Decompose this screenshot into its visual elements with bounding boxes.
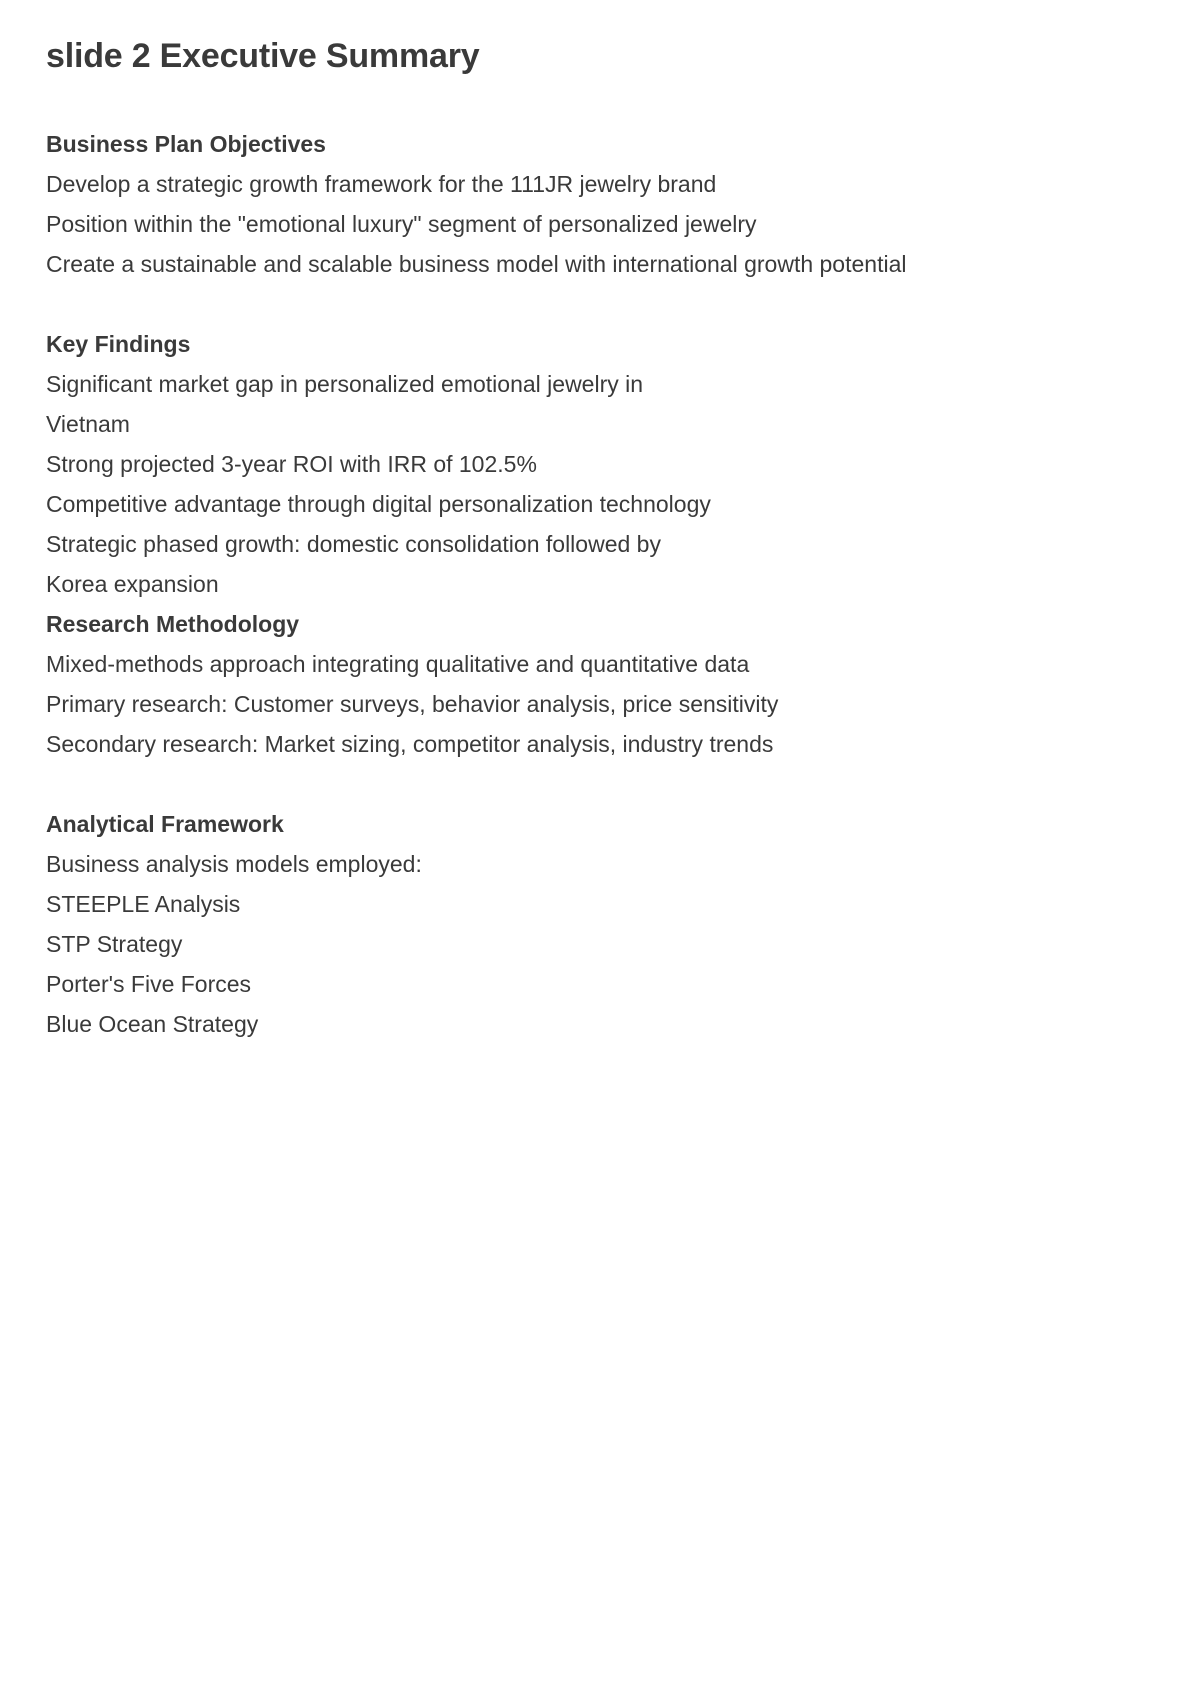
paragraph-line: Strategic phased growth: domestic consolidation followed by xyxy=(46,531,661,557)
paragraph-line: Vietnam xyxy=(46,411,130,437)
page-title: slide 2 Executive Summary xyxy=(46,37,480,75)
section-methodology xyxy=(46,604,1146,764)
paragraph-line: Strong projected 3-year ROI with IRR of 102.5% xyxy=(46,451,537,477)
section-heading: Analytical Framework xyxy=(46,811,284,837)
section-heading: Research Methodology xyxy=(46,611,300,637)
paragraph-line: Business analysis models employed: xyxy=(46,851,422,877)
paragraph-line: Competitive advantage through digital personalization technology xyxy=(46,491,711,517)
paragraph-line: Primary research: Customer surveys, behavior analysis, price sensitivity xyxy=(46,691,779,717)
paragraph-line: Significant market gap in personalized emotional jewelry in xyxy=(46,371,644,397)
paragraph-line: Position within the "emotional luxury" segment of personalized jewelry xyxy=(46,211,757,237)
paragraph-line: Porter's Five Forces xyxy=(46,971,252,997)
paragraph-line: STP Strategy xyxy=(46,931,183,957)
section-heading: Business Plan Objectives xyxy=(46,131,326,157)
section-heading: Key Findings xyxy=(46,331,191,357)
section-framework xyxy=(46,804,1146,1044)
document-page xyxy=(46,30,1146,1044)
paragraph-line: Korea expansion xyxy=(46,571,219,597)
paragraph-line: Mixed-methods approach integrating qualitative and quantitative data xyxy=(46,651,750,677)
paragraph-line: Develop a strategic growth framework for the 111JR jewelry brand xyxy=(46,171,717,197)
paragraph-line: Blue Ocean Strategy xyxy=(46,1011,259,1037)
section-objectives xyxy=(46,124,1146,284)
paragraph-line: STEEPLE Analysis xyxy=(46,891,241,917)
section-findings xyxy=(46,324,1146,604)
paragraph-line: Create a sustainable and scalable business model with international growth potential xyxy=(46,251,907,277)
paragraph-line: Secondary research: Market sizing, competitor analysis, industry trends xyxy=(46,731,774,757)
